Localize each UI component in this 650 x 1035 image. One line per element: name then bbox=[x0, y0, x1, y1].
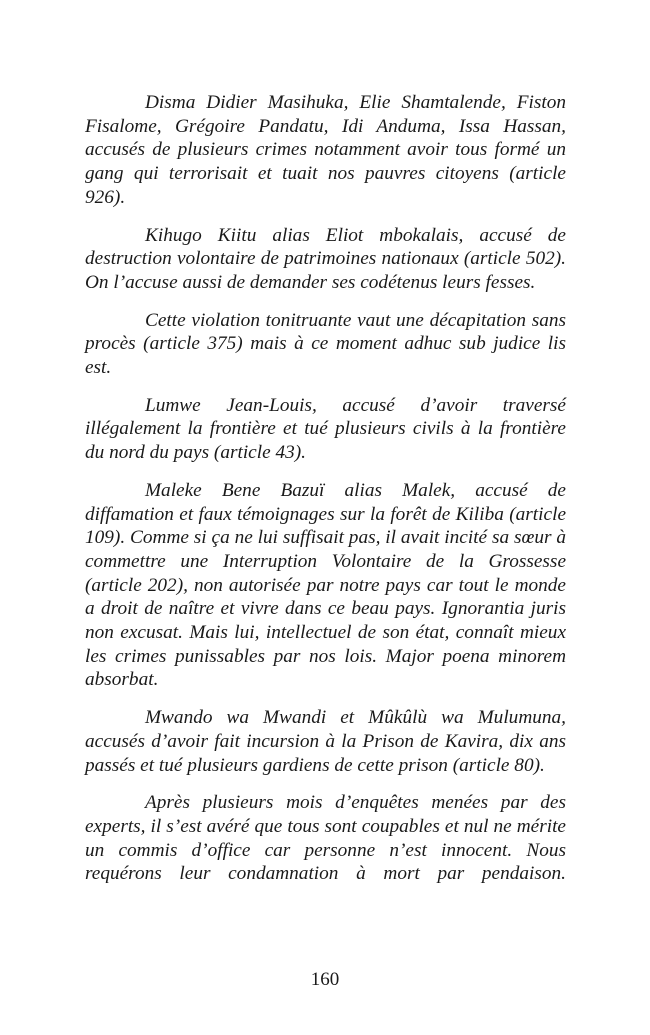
paragraph-2: Kihugo Kiitu alias Eliot mbokalais, accusé de destruction volontaire de patrimoines nationaux (article 502). On l’accuse aussi de demander ses codétenus leurs fesses. bbox=[85, 224, 566, 293]
paragraph-3: Cette violation tonitruante vaut une décapitation sans procès (article 375) mais à ce moment adhuc sub judice lis est. bbox=[85, 309, 566, 379]
paragraph-7: Après plusieurs mois d’enquêtes menées par des experts, il s’est avéré que tous sont coupables et nul ne mérite un commis d’office car personne n’est innocent. Nous requérons leur condamnation à mort par pendaison. bbox=[85, 792, 566, 885]
paragraph-4: Lumwe Jean-Louis, accusé d’avoir traversé illégalement la frontière et tué plusieurs civils à la frontière du nord du pays (article 43). bbox=[85, 394, 566, 464]
paragraph-6: Mwando wa Mwandi et Mûkûlù wa Mulumuna, accusés d’avoir fait incursion à la Prison de Kavira, dix ans passés et tué plusieurs gardiens de cette prison (article 80). bbox=[85, 707, 566, 776]
paragraph-5: Maleke Bene Bazuï alias Malek, accusé de diffamation et faux témoignages sur la forêt de Kiliba (article 109). Comme si ça ne lui suffisait pas, il avait incité sa sœur à commettre une Interruption Volontaire de la Grossesse (article 202), non autorisée par notre pays car tout le monde a droit de naître et vivre dans ce beau pays. Ignorantia juris non excusat. Mais lui, intellectuel de son état, connaît mieux les crimes punissables par nos lois. Major poena minorem absorbat. bbox=[85, 479, 566, 691]
paragraph-1: Disma Didier Masihuka, Elie Shamtalende, Fiston Fisalome, Grégoire Pandatu, Idi Anduma, Issa Hassan, accusés de plusieurs crimes notamment avoir tous formé un gang qui terrorisait et tuait nos pauvres citoyens (article 926). bbox=[85, 92, 566, 208]
body-text bbox=[85, 91, 566, 900]
page-number: 160 bbox=[310, 969, 340, 990]
